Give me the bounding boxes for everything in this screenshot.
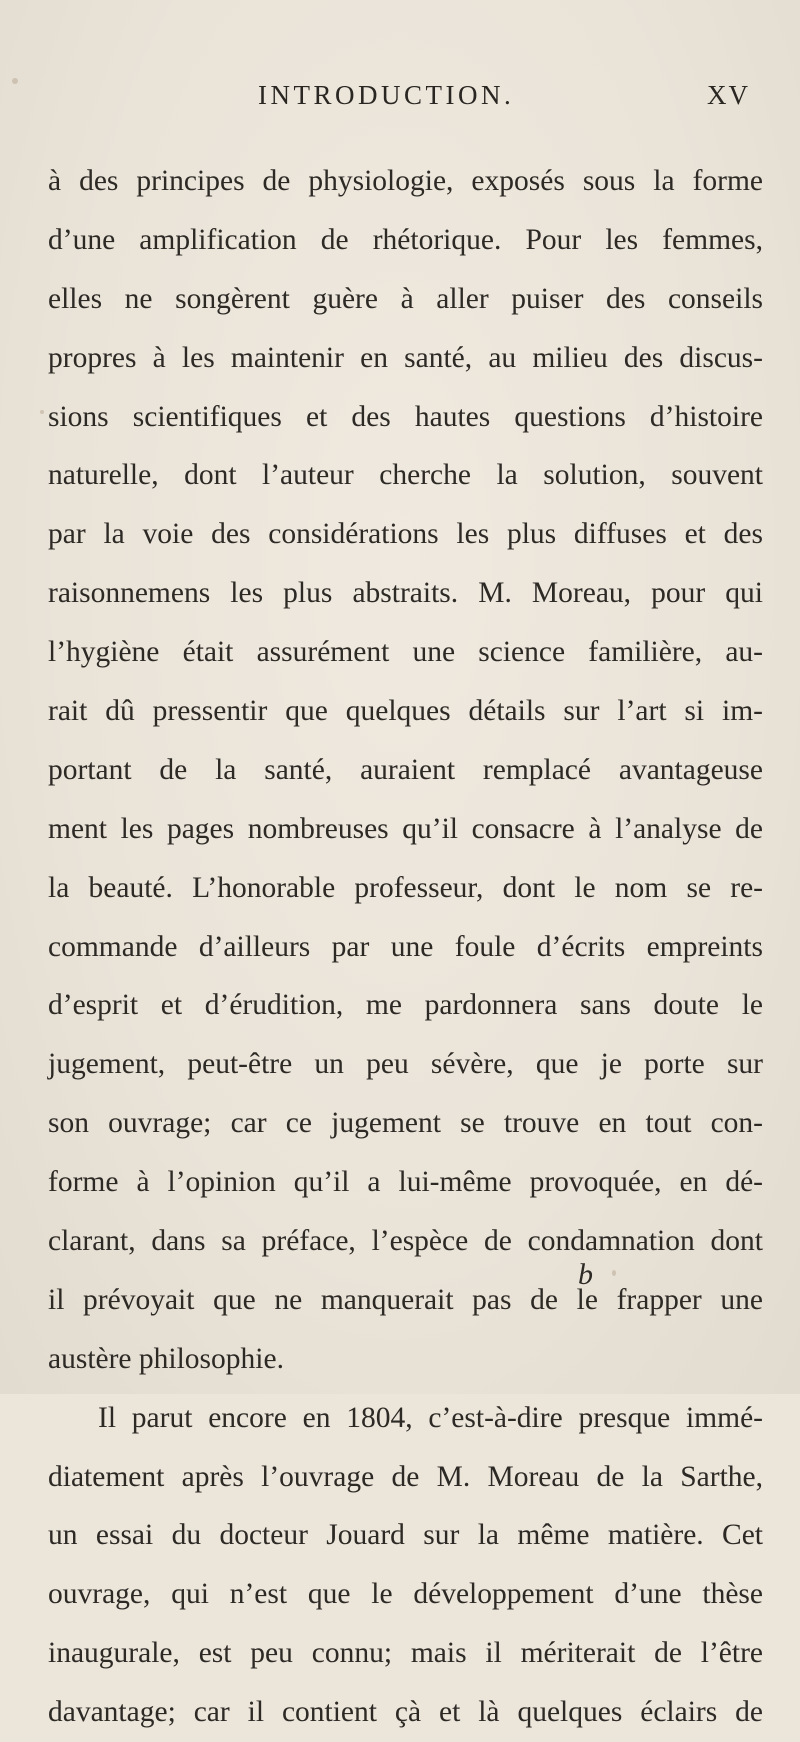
body-text	[48, 152, 763, 1742]
signature-mark: b	[578, 1258, 593, 1291]
running-title: INTRODUCTION.	[258, 80, 515, 110]
text-line: davantage; car il contient çà et là quelques éclairs de	[48, 1696, 763, 1729]
text-line: ment les pages nombreuses qu’il consacre à l’analyse de	[48, 812, 763, 845]
text-line: clarant, dans sa préface, l’espèce de condamnation dont	[48, 1225, 763, 1258]
text-line: un essai du docteur Jouard sur la même matière. Cet	[48, 1519, 763, 1552]
text-line: naturelle, dont l’auteur cherche la solution, souvent	[48, 459, 763, 492]
text-line: il prévoyait que ne manquerait pas de le frapper une	[48, 1283, 763, 1316]
text-line: ouvrage, qui n’est que le développement d’une thèse	[48, 1578, 763, 1611]
text-line: rait dû pressentir que quelques détails sur l’art si im-	[48, 695, 763, 728]
text-line: propres à les maintenir en santé, au milieu des discus-	[48, 341, 763, 374]
text-line: son ouvrage; car ce jugement se trouve en tout con-	[48, 1107, 763, 1140]
text-line: par la voie des considérations les plus diffuses et des	[48, 518, 763, 551]
text-line: commande d’ailleurs par une foule d’écrits empreints	[48, 930, 763, 963]
text-line: portant de la santé, auraient remplacé avantageuse	[48, 753, 763, 786]
paper-speck	[40, 410, 44, 414]
text-line: austère philosophie.	[48, 1342, 284, 1375]
text-line: d’une amplification de rhétorique. Pour les femmes,	[48, 223, 763, 256]
paper-speck	[612, 1270, 616, 1276]
text-line: sions scientifiques et des hautes questions d’histoire	[48, 400, 763, 433]
page-number: XV	[707, 80, 750, 110]
text-line: à des principes de physiologie, exposés sous la forme	[48, 165, 763, 197]
text-line: inaugurale, est peu connu; mais il mériterait de l’être	[48, 1637, 763, 1670]
text-line: Il parut encore en 1804, c’est-à-dire presque immé-	[98, 1401, 763, 1434]
text-line: la beauté. L’honorable professeur, dont le nom se re-	[48, 871, 763, 904]
text-line: diatement après l’ouvrage de M. Moreau de la Sarthe,	[48, 1460, 763, 1493]
text-line: forme à l’opinion qu’il a lui-même provoquée, en dé-	[48, 1166, 763, 1199]
text-line: d’esprit et d’érudition, me pardonnera sans doute le	[48, 989, 763, 1022]
text-line: elles ne songèrent guère à aller puiser des conseils	[48, 282, 763, 315]
text-line: l’hygiène était assurément une science familière, au-	[48, 636, 763, 669]
page-header	[0, 80, 800, 120]
text-line: raisonnemens les plus abstraits. M. Moreau, pour qui	[48, 577, 763, 610]
text-line: jugement, peut-être un peu sévère, que je porte sur	[48, 1048, 763, 1081]
paper-speck	[12, 78, 18, 84]
